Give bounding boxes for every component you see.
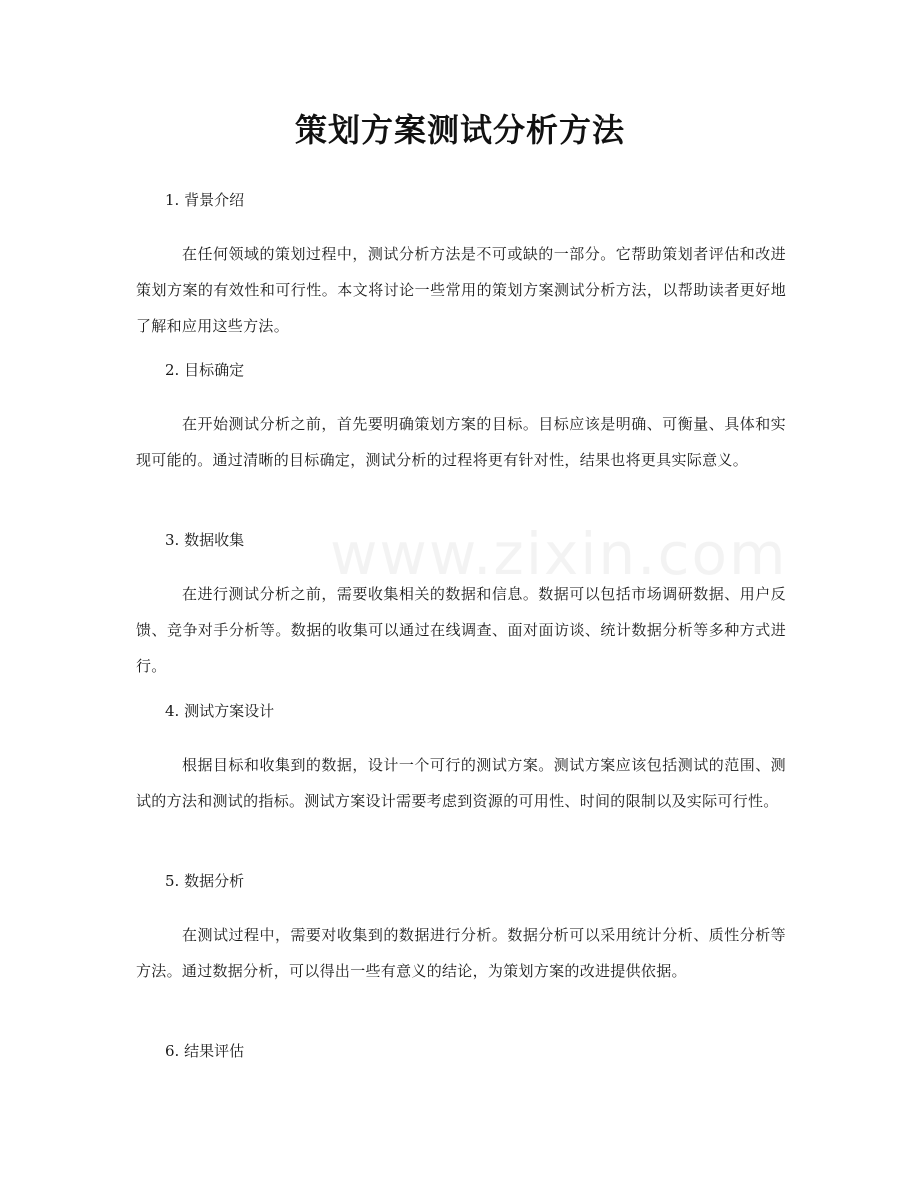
section-heading: 3. 数据收集	[165, 531, 245, 549]
watermark: www.zixin.com	[330, 520, 788, 588]
section-heading: 4. 测试方案设计	[165, 702, 275, 720]
section-data-collection	[136, 530, 786, 684]
section-paragraph: 根据目标和收集到的数据，设计一个可行的测试方案。测试方案应该包括测试的范围、测试的方法和测试的指标。测试方案设计需要考虑到资源的可用性、时间的限制以及实际可行性。	[136, 756, 786, 810]
section-heading: 2. 目标确定	[165, 361, 245, 379]
section-result-evaluation	[136, 1041, 786, 1061]
section-paragraph: 在开始测试分析之前，首先要明确策划方案的目标。目标应该是明确、可衡量、具体和实现可能的。通过清晰的目标确定，测试分析的过程将更有针对性，结果也将更具实际意义。	[136, 415, 786, 469]
section-paragraph: 在测试过程中，需要对收集到的数据进行分析。数据分析可以采用统计分析、质性分析等方法。通过数据分析，可以得出一些有意义的结论，为策划方案的改进提供依据。	[136, 926, 786, 980]
section-heading: 6. 结果评估	[165, 1042, 245, 1060]
section-paragraph: 在进行测试分析之前，需要收集相关的数据和信息。数据可以包括市场调研数据、用户反馈、竞争对手分析等。数据的收集可以通过在线调查、面对面访谈、统计数据分析等多种方式进行。	[136, 585, 786, 675]
section-heading: 1. 背景介绍	[165, 191, 245, 209]
section-paragraph: 在任何领域的策划过程中，测试分析方法是不可或缺的一部分。它帮助策划者评估和改进策划方案的有效性和可行性。本文将讨论一些常用的策划方案测试分析方法，以帮助读者更好地了解和应用这些方法。	[136, 245, 786, 335]
section-background	[136, 190, 786, 344]
section-data-analysis	[136, 871, 786, 989]
section-goal	[136, 360, 786, 478]
page-title: 策划方案测试分析方法	[294, 111, 625, 149]
section-test-design	[136, 701, 786, 819]
section-heading: 5. 数据分析	[165, 872, 245, 890]
